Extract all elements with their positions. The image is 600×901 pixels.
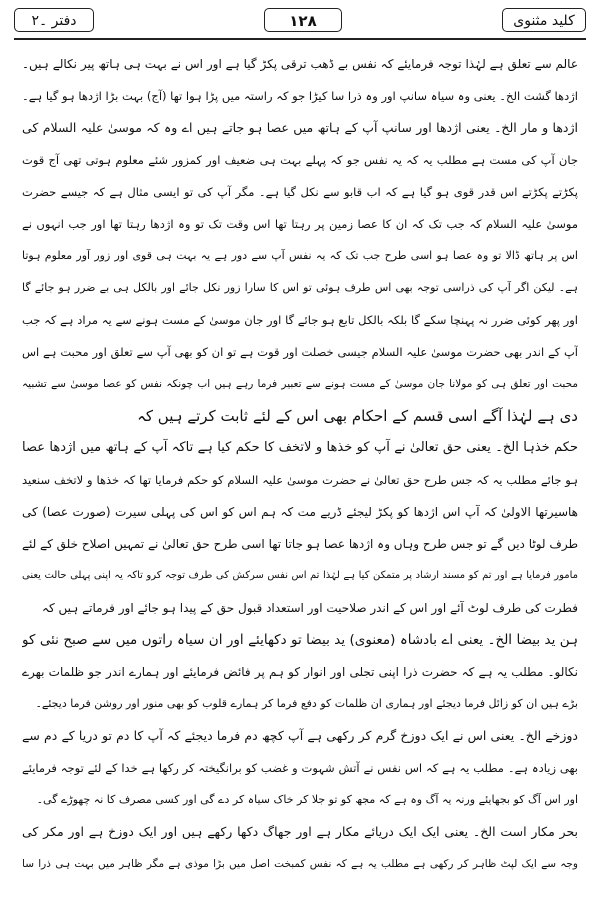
text-line: طرف لوٹا دیں گے تو جس طرح وہاں وہ اژدھا عصا ہو جاتا تھا اسی طرح حق تعالیٰ نے تمہیں اصلاح خلق کے لئے (22, 537, 578, 551)
text-line: پکڑتے پکڑتے اس قدر قوی ہو گیا ہے کہ اب قابو سے نکل گیا ہے۔ مگر آپ کی تو ایسی مثال ہے کہ جیسے حضرت (22, 185, 578, 199)
section-label: دفتر ۔۲ (14, 8, 94, 32)
text-line: اس پر ہاتھ ڈالا تو وہ عصا ہو اسی طرح جب تک کہ یہ نفس آپ سے دور ہے یہ بہت ہی قوی اور زور آور معلوم ہوتا (22, 249, 578, 262)
text-line: نکالو۔ مطلب یہ ہے کہ حضرت ذرا اپنی تجلی اور انوار کو ہم پر فائض فرمایئے اور ہمارے اندر جو ظلمات بھرے (22, 665, 578, 679)
text-line: دوزخے الخ۔ یعنی اس نے ایک دوزخ گرم کر رکھی ہے آپ کچھ دم فرما دیجئے کہ آپ کا دم تو دریا کے دم سے (22, 728, 578, 743)
text-line: ھاسیرتھا الاولیٰ کہ آپ اس اژدھا کو پکڑ لیجئے ڈریے مت کہ ہم اس کو اس کی پہلی سیرت (صورت عصا) کی (22, 505, 578, 519)
text-line: ہو جائے مطلب یہ کہ جس طرح حق تعالیٰ نے حضرت موسیٰ علیہ السلام کو حکم فرمایا تھا کہ خذھا و لاتخف سنعید (22, 473, 578, 487)
text-line: اور اس آگ کو بجھایئے ورنہ یہ آگ وہ ہے کہ مجھ کو تو جلا کر خاک سیاہ کر دے گی اور کسی مصرف کا نہ چھوڑے گی۔ (36, 793, 578, 806)
text-line: اژدھا گشت الخ۔ یعنی وہ سیاہ سانپ اور وہ ذرا سا کیڑا جو کہ راستہ میں پڑا ہوا تھا (آج) بہت بڑا اژدھا ہو گیا ہے۔ (22, 89, 578, 103)
text-line: مامور فرمایا ہے اور تم کو مسند ارشاد پر متمکن کیا ہے لہٰذا تم اس نفس سرکش کی طرف توجہ کرو تاکہ یہ اپنی پہلی حالت یعنی (22, 570, 578, 581)
text-line: فطرت کی طرف لوٹ آئے اور اس کے اندر صلاحیت اور استعداد قبول حق کے پیدا ہو جائے اور فرماتے ہیں کہ (41, 601, 578, 615)
text-line: بڑے ہیں ان کو زائل فرما دیجئے اور ہماری ان ظلمات کو دفع فرما کر ہمارے قلوب کو بھی منور اور روشن فرما دیجئے۔ (35, 697, 578, 710)
text-line: ہن ید بیضا الخ۔ یعنی اے بادشاہ (معنوی) ید بیضا تو دکھایئے اور ان سیاہ راتوں میں سے صبح نئی کو (22, 632, 578, 648)
text-line: ہے۔ لیکن اگر آپ کی ذراسی توجہ بھی اس طرف ہوئی تو اس کا سارا زور نکل جائے اور بالکل ہی بے ضرر ہو جائے گا (22, 281, 578, 294)
text-line: اژدھا و مار الخ۔ یعنی اژدھا اور سانپ آپ کے ہاتھ میں عصا ہو جاتے ہیں اے وہ کہ موسیٰ علیہ السلام کی (22, 120, 578, 135)
page-header (14, 6, 586, 36)
text-line: موسیٰ علیہ السلام کہ جب تک کہ ان کا عصا زمین پر رہتا تھا اس وقت تک تو وہ اژدھا رہتا تھا اور جب انہوں نے (22, 217, 578, 231)
text-line: جان آپ کی مست ہے مطلب یہ کہ یہ نفس جو کہ پہلے بہت ہی ضعیف اور کمزور شئے معلوم ہوتی تھی آج قوت (22, 153, 578, 167)
text-line: محبت اور تعلق ہی کو مولانا جان موسیٰ کے مست ہونے سے تعبیر فرما رہے ہیں اب چونکہ نفس کو عصا موسیٰ سے تشبیہ (22, 378, 578, 390)
text-line: وجہ سے ایک لپٹ ظاہر کر رکھی ہے مطلب یہ ہے کہ نفس کمبخت اصل میں بڑا موذی ہے مگر ظاہر میں بہت ہی ذرا سا (22, 858, 578, 870)
text-line: عالم سے تعلق ہے لہٰذا توجہ فرمایئے کہ نفس بے ڈھب ترقی پکڑ گیا ہے اور اس نے بہت ہی ہاتھ پیر نکالے ہیں۔ (22, 57, 578, 71)
book-title: کلید مثنوی (502, 8, 586, 32)
text-line: حکم خذہا الخ۔ یعنی حق تعالیٰ نے آپ کو خذھا و لاتخف کا حکم کیا ہے تاکہ آپ کے ہاتھ میں اژدھا عصا (22, 440, 578, 455)
text-line: اور پھر کوئی ضرر نہ پہنچا سکے گا بلکہ بالکل تابع ہو جائے گا اور جان موسیٰ کے مست ہونے سے یہ مراد ہے کہ جب (22, 313, 578, 327)
text-line: آپ کے اندر بھی حضرت موسیٰ علیہ السلام جیسی خصلت اور قوت ہے تو ان کو بھی آپ سے تعلق اور محبت ہے اس (22, 345, 578, 359)
text-line: بھی زیادہ ہے۔ مطلب یہ ہے کہ اس نفس نے آتش شہوت و غضب کو برانگیختہ کر رکھا ہے خدا کے لئے توجہ فرمایئے (22, 761, 578, 775)
text-line: بحر مکار است الخ۔ یعنی ایک ایک دریائے مکار ہے اور جھاگ دکھا رکھے ہیں اور ایک دوزخ ہے اور مکر کی (22, 824, 578, 839)
header-rule (14, 38, 586, 40)
page-number: ۱۲۸ (264, 8, 342, 32)
page-body (22, 48, 578, 891)
text-line: دی ہے لہٰذا آگے اسی قسم کے احکام بھی اس کے لئے ثابت کرتے ہیں کہ (137, 407, 578, 425)
